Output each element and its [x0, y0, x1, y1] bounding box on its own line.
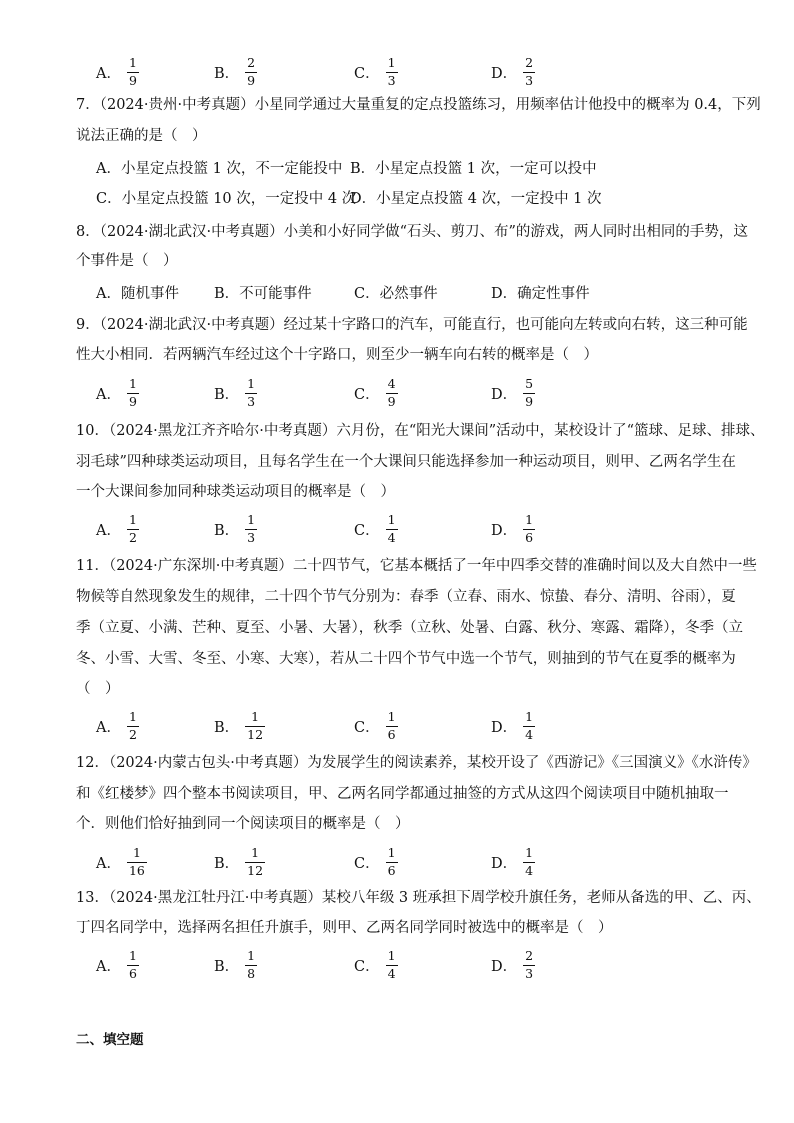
fraction: $\frac{1}{9}$ — [128, 376, 137, 409]
q8-line-2: 个事件是（ ） — [76, 253, 178, 269]
q12-option-b: B． $\frac{1}{12}$ — [214, 845, 264, 878]
fraction: $\frac{1}{8}$ — [247, 948, 256, 981]
q10-line-1: 10．（2024·黑龙江齐齐哈尔·中考真题）六月份，在“阳光大课间”活动中，某校设计了“篮球、足球、排球、 — [76, 423, 765, 439]
q12-line-3: 个．则他们恰好抽到同一个阅读项目的概率是（ ） — [76, 816, 410, 832]
q7-option-d: D．小星定点投篮 4 次，一定投中 1 次 — [350, 191, 602, 207]
fraction: $\frac{1}{2}$ — [128, 709, 137, 742]
section-title: 二、填空题 — [76, 1032, 144, 1048]
fraction: $\frac{1}{12}$ — [247, 709, 264, 742]
fraction: $\frac{1}{3}$ — [387, 55, 396, 88]
q10-line-2: 羽毛球”四种球类运动项目，且每名学生在一个大课间只能选择参加一种运动项目，则甲、乙两名学生在 — [76, 454, 736, 470]
q11-line-4: 冬、小雪、大雪、冬至、小寒、大寒），若从二十四个节气中选一个节气，则抽到的节气在夏季的概率为 — [76, 651, 736, 667]
q12-line-2: 和《红楼梦》四个整本书阅读项目，甲、乙两名同学都通过抽签的方式从这四个阅读项目中随机抽取一 — [76, 786, 729, 802]
q6-option-b: B． $\frac{2}{9}$ — [214, 55, 256, 88]
q12-option-a: A． $\frac{1}{16}$ — [96, 845, 145, 878]
q9-option-d: D． $\frac{5}{9}$ — [491, 376, 534, 409]
fraction: $\frac{1}{4}$ — [387, 948, 396, 981]
q12-option-c: C． $\frac{1}{6}$ — [354, 845, 396, 878]
fraction: $\frac{1}{3}$ — [247, 512, 256, 545]
q7-line-1: 7．（2024·贵州·中考真题）小星同学通过大量重复的定点投篮练习，用频率估计他投中的概率为 0.4，下列 — [76, 97, 761, 113]
q12-option-d: D． $\frac{1}{4}$ — [491, 845, 534, 878]
q8-options — [0, 279, 794, 309]
fraction: $\frac{4}{9}$ — [387, 376, 396, 409]
q9-line-1: 9．（2024·湖北武汉·中考真题）经过某十字路口的汽车，可能直行，也可能向左转或向右转，这三种可能 — [76, 317, 748, 333]
q10-line-3: 一个大课间参加同种球类运动项目的概率是（ ） — [76, 484, 395, 500]
q11-options — [0, 706, 794, 746]
q11-option-c: C． $\frac{1}{6}$ — [354, 709, 396, 742]
q12-options — [0, 842, 794, 882]
q6-options — [0, 52, 794, 92]
fraction: $\frac{2}{3}$ — [525, 55, 534, 88]
fraction: $\frac{1}{4}$ — [387, 512, 396, 545]
fraction: $\frac{1}{6}$ — [387, 709, 396, 742]
q7-line-2: 说法正确的是（ ） — [76, 128, 207, 144]
q9-option-a: A． $\frac{1}{9}$ — [96, 376, 137, 409]
q6-option-a: A． $\frac{1}{9}$ — [96, 55, 137, 88]
fraction: $\frac{1}{12}$ — [247, 845, 264, 878]
q10-option-c: C． $\frac{1}{4}$ — [354, 512, 396, 545]
q7-option-c: C．小星定点投篮 10 次，一定投中 4 次 — [96, 191, 357, 207]
q7-option-a: A．小星定点投篮 1 次，不一定能投中 — [96, 161, 343, 177]
q9-option-b: B． $\frac{1}{3}$ — [214, 376, 256, 409]
q10-option-b: B． $\frac{1}{3}$ — [214, 512, 256, 545]
q13-line-2: 丁四名同学中，选择两名担任升旗手，则甲、乙两名同学同时被选中的概率是（ ） — [76, 920, 613, 936]
fraction: $\frac{1}{16}$ — [128, 845, 145, 878]
q8-option-d: D．确定性事件 — [491, 286, 590, 302]
fraction: $\frac{1}{4}$ — [525, 845, 534, 878]
fraction: $\frac{1}{4}$ — [525, 709, 534, 742]
fraction: $\frac{1}{6}$ — [387, 845, 396, 878]
q11-option-d: D． $\frac{1}{4}$ — [491, 709, 534, 742]
q13-option-d: D． $\frac{2}{3}$ — [491, 948, 534, 981]
fraction: $\frac{2}{3}$ — [525, 948, 534, 981]
fraction: $\frac{2}{9}$ — [247, 55, 256, 88]
q9-option-c: C． $\frac{4}{9}$ — [354, 376, 396, 409]
q8-option-c: C．必然事件 — [354, 286, 438, 302]
q13-option-c: C． $\frac{1}{4}$ — [354, 948, 396, 981]
q11-line-5: （ ） — [76, 681, 120, 697]
fraction: $\frac{1}{3}$ — [247, 376, 256, 409]
q11-line-1: 11．（2024·广东深圳·中考真题）二十四节气，它基本概括了一年中四季交替的准确时间以及大自然中一些 — [76, 558, 757, 574]
q6-option-d: D． $\frac{2}{3}$ — [491, 55, 534, 88]
q11-option-a: A． $\frac{1}{2}$ — [96, 709, 137, 742]
q11-option-b: B． $\frac{1}{12}$ — [214, 709, 264, 742]
q6-option-c: C． $\frac{1}{3}$ — [354, 55, 396, 88]
fraction: $\frac{1}{9}$ — [128, 55, 137, 88]
q10-options — [0, 509, 794, 549]
q11-line-2: 物候等自然现象发生的规律，二十四个节气分别为：春季（立春、雨水、惊蛰、春分、清明、谷雨），夏 — [76, 589, 736, 605]
q12-line-1: 12．（2024·内蒙古包头·中考真题）为发展学生的阅读素养，某校开设了《西游记》《三国演义》《水浒传》 — [76, 755, 757, 771]
fraction: $\frac{1}{2}$ — [128, 512, 137, 545]
fraction: $\frac{1}{6}$ — [525, 512, 534, 545]
q9-line-2: 性大小相同．若两辆汽车经过这个十字路口，则至少一辆车向右转的概率是（ ） — [76, 347, 598, 363]
q13-option-b: B． $\frac{1}{8}$ — [214, 948, 256, 981]
q7-option-b: B．小星定点投篮 1 次，一定可以投中 — [350, 161, 597, 177]
q10-option-d: D． $\frac{1}{6}$ — [491, 512, 534, 545]
q10-option-a: A． $\frac{1}{2}$ — [96, 512, 137, 545]
q13-line-1: 13．（2024·黑龙江牡丹江·中考真题）某校八年级 3 班承担下周学校升旗任务，老师从备选的甲、乙、丙、 — [76, 890, 761, 906]
fraction: $\frac{1}{6}$ — [128, 948, 137, 981]
q8-option-b: B．不可能事件 — [214, 286, 312, 302]
q13-option-a: A． $\frac{1}{6}$ — [96, 948, 137, 981]
q9-options — [0, 373, 794, 413]
fraction: $\frac{5}{9}$ — [525, 376, 534, 409]
q11-line-3: 季（立夏、小满、芒种、夏至、小暑、大暑），秋季（立秋、处暑、白露、秋分、寒露、霜降），冬季（立 — [76, 620, 743, 636]
q8-option-a: A．随机事件 — [96, 286, 179, 302]
q7-options-row-2 — [0, 184, 794, 214]
q13-options — [0, 945, 794, 985]
q7-options-row-1 — [0, 154, 794, 184]
q8-line-1: 8．（2024·湖北武汉·中考真题）小美和小好同学做“石头、剪刀、布”的游戏，两人同时出相同的手势，这 — [76, 224, 748, 240]
